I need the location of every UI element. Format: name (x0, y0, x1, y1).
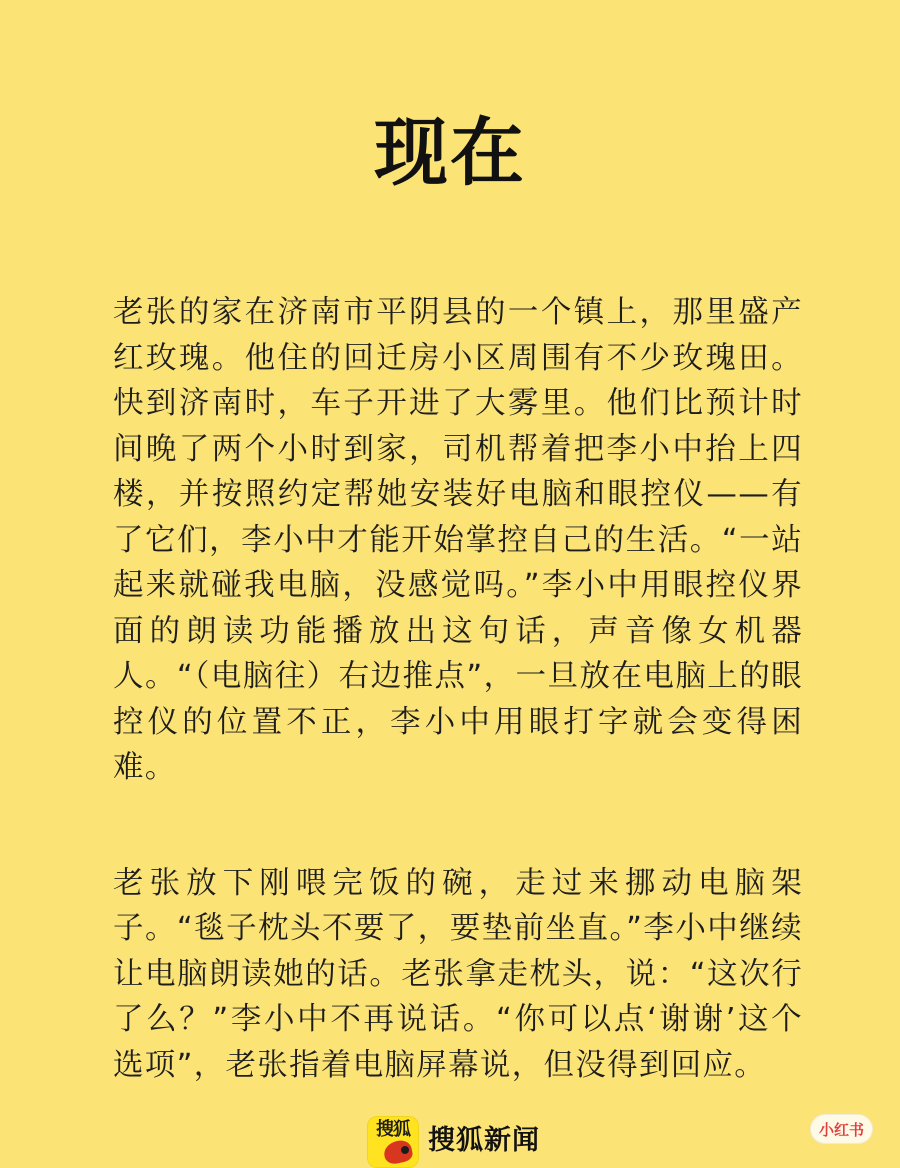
article-paragraph: 老张放下刚喂完饭的碗，走过来挪动电脑架子。“毯子枕头不要了，要垫前坐直。”李小中继续让电脑朗读她的话。老张拿走枕头，说：“这次行了么？”李小中不再说话。“你可以点‘谢谢’这个选项”，老张指着电脑屏幕说，但没得到回应。 (113, 865, 803, 1083)
page-title: 现在 (374, 110, 526, 196)
brand-name: 搜狐新闻 (428, 1125, 540, 1156)
fox-eye (401, 1146, 409, 1154)
source-brand (367, 1116, 540, 1160)
sohu-fox-logo-icon (367, 1116, 419, 1168)
sohu-logo-text: 搜狐 (376, 1119, 410, 1140)
xiaohongshu-watermark-icon (810, 1114, 873, 1144)
fox-shape (382, 1138, 414, 1165)
watermark-text: 小红书 (818, 1120, 864, 1139)
article-body (113, 290, 803, 1088)
article-paragraph: 老张的家在济南市平阴县的一个镇上，那里盛产红玫瑰。他住的回迁房小区周围有不少玫瑰田。快到济南时，车子开进了大雾里。他们比预计时间晚了两个小时到家，司机帮着把李小中抬上四楼，并按照约定帮她安装好电脑和眼控仪——有了它们，李小中才能开始掌控自己的生活。“一站起来就碰我电脑，没感觉吗。”李小中用眼控仪界面的朗读功能播放出这句话，声音像女机器人。“（电脑往）右边推点”，一旦放在电脑上的眼控仪的位置不正，李小中用眼打字就会变得困难。 (113, 295, 803, 785)
